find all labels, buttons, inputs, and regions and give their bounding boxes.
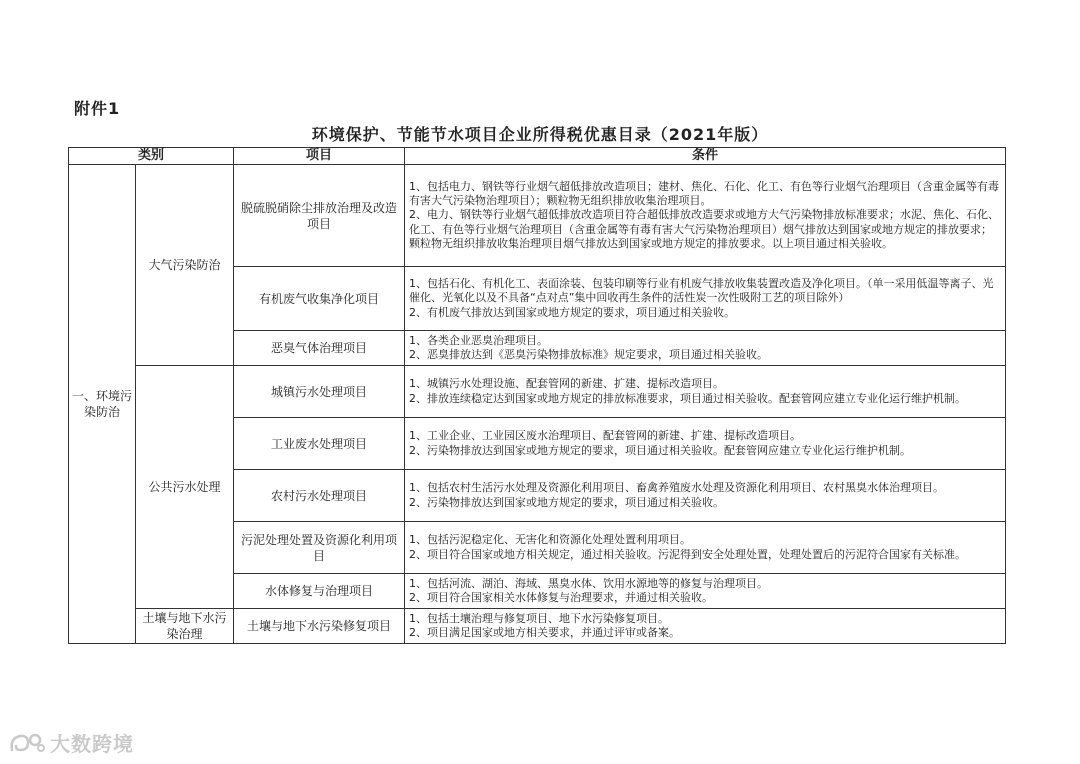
condition-line: 1、包括石化、有机化工、表面涂装、包装印刷等行业有机废气排放收集装置改造及净化项目。（单一采用低温等离子、光催化、光氧化以及不具备“点对点”集中回收再生条件的活性炭一次性吸附工艺的项目除外） — [409, 277, 994, 305]
condition-cell — [405, 366, 1006, 418]
item-cell: 城镇污水处理项目 — [234, 366, 405, 418]
condition-line: 2、污染物排放达到国家或地方规定的要求，项目通过相关验收。 — [409, 495, 725, 509]
condition-line: 1、包括农村生活污水处理及资源化利用项目、畜禽养殖废水处理及资源化利用项目、农村黑臭水体治理项目。 — [409, 481, 945, 495]
item-cell: 有机废气收集净化项目 — [234, 267, 405, 331]
logo-icon — [8, 730, 46, 756]
watermark — [8, 728, 134, 757]
condition-line: 2、恶臭排放达到《恶臭污染物排放标准》规定要求，项目通过相关验收。 — [409, 348, 769, 361]
condition-cell — [405, 267, 1006, 331]
document-title: 环境保护、节能节水项目企业所得税优惠目录（2021年版） — [311, 125, 769, 144]
condition-line: 2、有机废气排放达到国家或地方规定的要求，项目通过相关验收。 — [409, 305, 736, 319]
condition-cell — [405, 165, 1006, 267]
condition-cell — [405, 609, 1006, 644]
condition-cell — [405, 418, 1006, 470]
condition-line: 1、工业企业、工业园区废水治理项目、配套管网的新建、扩建、提标改造项目。 — [409, 429, 802, 443]
condition-line: 1、包括污泥稳定化、无害化和资源化处理处置利用项目。 — [409, 533, 692, 547]
header-condition: 条件 — [405, 148, 1006, 165]
watermark-text: 大数跨境 — [50, 732, 134, 756]
table-row — [69, 609, 1006, 644]
item-cell: 土壤与地下水污染修复项目 — [234, 609, 405, 644]
table-row — [69, 366, 1006, 418]
subcategory-cell: 大气污染防治 — [136, 165, 234, 366]
condition-cell — [405, 522, 1006, 574]
header-item: 项目 — [234, 148, 405, 165]
condition-line: 2、项目符合国家相关水体修复与治理要求，并通过相关验收。 — [409, 591, 714, 604]
item-cell: 农村污水处理项目 — [234, 470, 405, 522]
header-category: 类别 — [69, 148, 234, 165]
condition-line: 1、各类企业恶臭治理项目。 — [409, 333, 549, 347]
item-cell: 水体修复与治理项目 — [234, 574, 405, 609]
condition-line: 2、电力、钢铁等行业烟气超低排放改造项目符合超低排放改造要求或地方大气污染物排放标准要求；水泥、焦化、石化、化工、有色等行业烟气治理项目（含重金属等有毒有害大气污染物治理项目）烟气排放达到国家或地方规定的排放要求；颗粒物无组织排放收集治理项目烟气排放达到国家或地方规定的排放要求。以上项目通过相关验收。 — [409, 208, 1000, 250]
table-row — [69, 165, 1006, 267]
condition-line: 2、项目满足国家或地方相关要求，并通过评审或备案。 — [409, 626, 681, 639]
condition-line: 2、项目符合国家或地方相关规定，通过相关验收。污泥得到安全处理处置，处理处置后的污泥符合国家有关标准。 — [409, 547, 967, 561]
item-cell: 污泥处理处置及资源化利用项目 — [234, 522, 405, 574]
condition-cell — [405, 574, 1006, 609]
subcategory-cell: 公共污水处理 — [136, 366, 234, 609]
attachment-label: 附件1 — [74, 99, 121, 118]
condition-line: 1、城镇污水处理设施、配套管网的新建、扩建、提标改造项目。 — [409, 377, 725, 391]
condition-cell — [405, 331, 1006, 366]
item-cell: 恶臭气体治理项目 — [234, 331, 405, 366]
subcategory-cell: 土壤与地下水污染治理 — [136, 609, 234, 644]
item-cell: 工业废水处理项目 — [234, 418, 405, 470]
condition-line: 2、污染物排放达到国家或地方规定的要求，项目通过相关验收。配套管网应建立专业化运行维护机制。 — [409, 443, 912, 457]
top-category-cell: 一、环境污染防治 — [69, 165, 136, 644]
condition-line: 1、包括电力、钢铁等行业烟气超低排放改造项目；建材、焦化、石化、化工、有色等行业烟气治理项目（含重金属等有毒有害大气污染物治理项目）；颗粒物无组织排放收集治理项目。 — [409, 179, 1000, 208]
condition-line: 1、包括土壤治理与修复项目、地下水污染修复项目。 — [409, 611, 670, 625]
tax-incentive-table — [68, 147, 1006, 644]
condition-cell — [405, 470, 1006, 522]
condition-line: 1、包括河流、湖泊、海域、黑臭水体、饮用水源地等的修复与治理项目。 — [409, 576, 769, 590]
condition-line: 2、排放连续稳定达到国家或地方规定的排放标准要求，项目通过相关验收。配套管网应建立专业化运行维护机制。 — [409, 391, 967, 405]
item-cell: 脱硫脱硝除尘排放治理及改造项目 — [234, 165, 405, 267]
table-header-row — [69, 148, 1006, 165]
